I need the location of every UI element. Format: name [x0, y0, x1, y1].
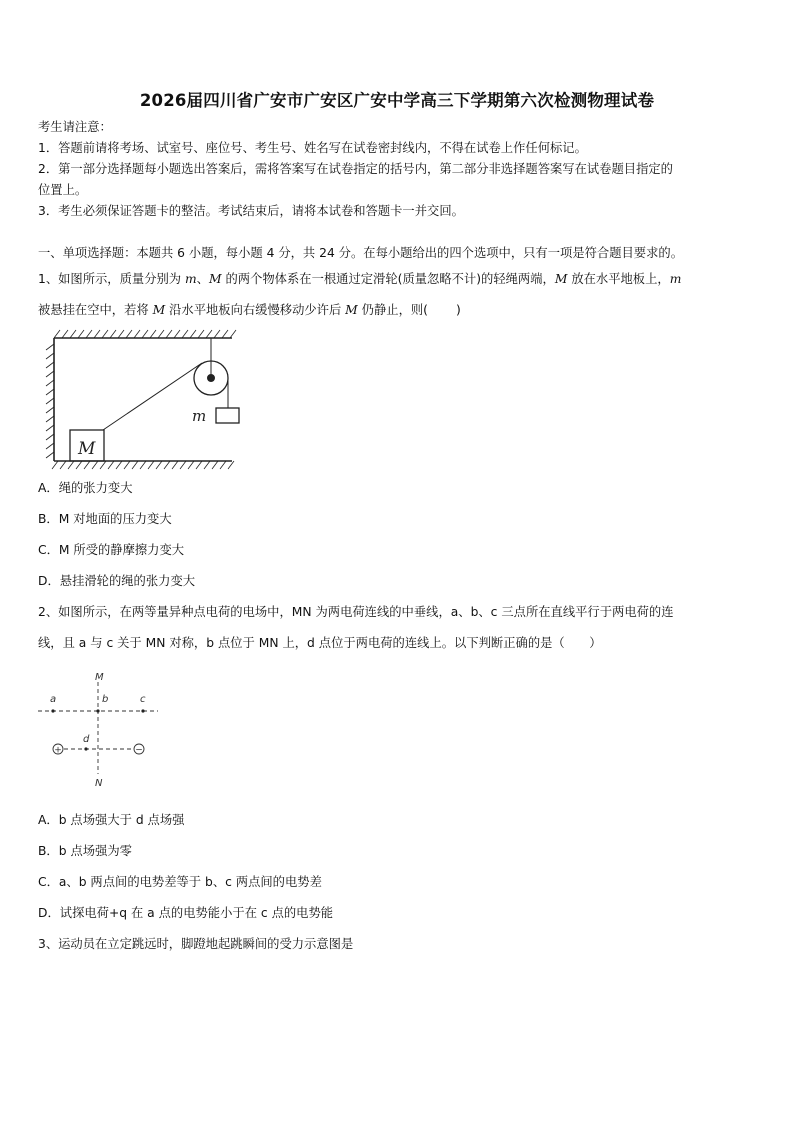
section-heading: 一、单项选择题：本题共 6 小题，每小题 4 分，共 24 分。在每小题给出的四个选项中，只有一项是符合题目要求的。	[38, 246, 683, 260]
q1-text: 1、如图所示，质量分别为	[38, 272, 185, 286]
label-b: b	[102, 694, 109, 705]
label-N: N	[95, 778, 103, 789]
notice-item-3: 3．考生必须保证答题卡的整洁。考试结束后，请将本试卷和答题卡一并交回。	[38, 204, 464, 218]
label-c: c	[140, 694, 146, 705]
plus-sign: +	[54, 745, 62, 756]
q1-sep: 、	[196, 272, 209, 286]
q1-var-M: M	[208, 272, 222, 286]
q1-text: 放在水平地板上，	[567, 272, 670, 286]
wall-hatch	[46, 344, 54, 458]
q1-text: 仍静止，则(	[357, 303, 428, 317]
q2-option-b: B．b 点场强为零	[38, 844, 132, 858]
notice-item-2: 2．第一部分选择题每小题选出答案后，需将答案写在试卷指定的括号内，第二部分非选择题答案写在试卷题目指定的	[38, 162, 673, 176]
box-m	[216, 408, 239, 423]
point-c	[141, 709, 144, 712]
ceiling-hatch	[54, 330, 236, 338]
minus-sign: −	[135, 745, 143, 756]
notice-item-2-cont: 位置上。	[38, 183, 88, 197]
label-m: m	[192, 407, 207, 425]
notice-heading: 考生请注意：	[38, 120, 112, 134]
q2-stem-line2: 线，且 a 与 c 关于 MN 对称，b 点位于 MN 上，d 点位于两电荷的连线上。以下判断正确的是（ ）	[38, 636, 602, 650]
q1-stem-line1	[38, 271, 681, 287]
label-M: M	[95, 672, 104, 683]
q1-option-c: C．M 所受的静摩擦力变大	[38, 543, 185, 557]
q1-option-a: A．绳的张力变大	[38, 481, 133, 495]
page-title: 2026届四川省广安市广安区广安中学高三下学期第六次检测物理试卷	[139, 91, 655, 110]
q2-option-c: C．a、b 两点间的电势差等于 b、c 两点间的电势差	[38, 875, 322, 889]
q2-option-a: A．b 点场强大于 d 点场强	[38, 813, 185, 827]
pulley-axle	[208, 375, 215, 382]
point-d	[84, 747, 87, 750]
floor-hatch	[52, 461, 234, 469]
q1-option-d: D．悬挂滑轮的绳的张力变大	[38, 574, 196, 588]
point-b	[96, 709, 99, 712]
notice-item-1: 1．答题前请将考场、试室号、座位号、考生号、姓名写在试卷密封线内，不得在试卷上作任何标记。	[38, 141, 587, 155]
label-M: M	[78, 439, 96, 459]
q1-var-m: m	[185, 272, 197, 286]
label-d: d	[83, 734, 90, 745]
q1-var-M: M	[345, 303, 358, 317]
rope-to-M	[103, 363, 202, 430]
point-a	[51, 709, 54, 712]
q1-close-paren: )	[455, 303, 461, 317]
q1-text: 沿水平地板向右缓慢移动少许后	[165, 303, 346, 317]
q1-text: 被悬挂在空中，若将	[38, 303, 153, 317]
q2-option-d: D．试探电荷+q 在 a 点的电势能小于在 c 点的电势能	[38, 906, 334, 920]
q3-stem: 3、运动员在立定跳远时，脚蹬地起跳瞬间的受力示意图是	[38, 937, 354, 951]
q1-stem-line2	[38, 302, 461, 318]
q2-stem-line1: 2、如图所示，在两等量异种点电荷的电场中，MN 为两电荷连线的中垂线，a、b、c 三点所在直线平行于两电荷的连	[38, 605, 674, 619]
q1-text: 的两个物体系在一根通过定滑轮(质量忽略不计)的轻绳两端，	[221, 272, 555, 286]
q1-pulley-diagram	[40, 326, 240, 472]
q1-var-m: m	[669, 272, 682, 286]
q1-var-M: M	[152, 303, 166, 317]
q1-option-b: B．M 对地面的压力变大	[38, 512, 172, 526]
q2-charge-diagram	[38, 668, 168, 790]
label-a: a	[50, 694, 57, 705]
q1-var-M: M	[554, 272, 568, 286]
